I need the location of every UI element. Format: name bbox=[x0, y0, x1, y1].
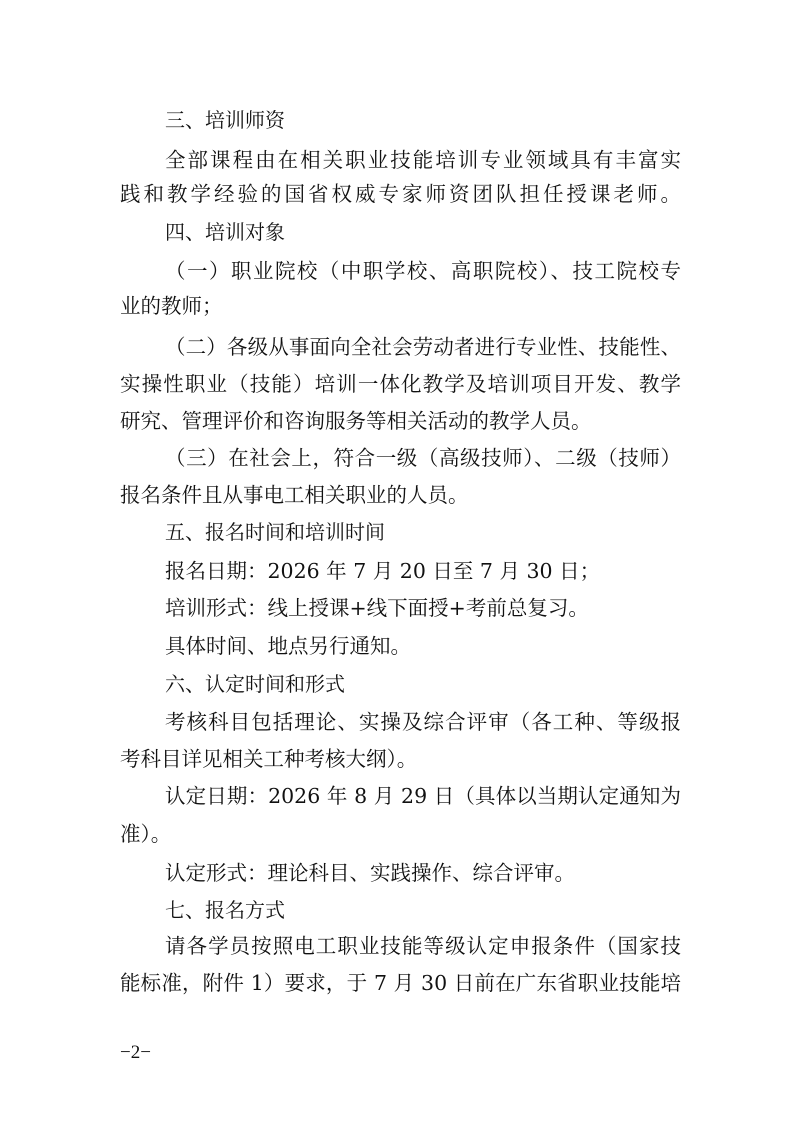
paragraph-line: 准）。 bbox=[120, 822, 172, 846]
paragraph-line: 能标准，附件 1）要求，于 7 月 30 日前在广东省职业技能培 bbox=[120, 971, 681, 995]
paragraph-line: 全部课程由在相关职业技能培训专业领域具有丰富实 bbox=[165, 148, 681, 172]
paragraph-line: 请各学员按照电工职业技能等级认定申报条件（国家技 bbox=[165, 934, 681, 958]
section-heading: 四、培训对象 bbox=[165, 220, 285, 244]
section-heading: 五、报名时间和培训时间 bbox=[165, 520, 385, 544]
paragraph-line: 业的教师； bbox=[120, 294, 223, 318]
paragraph-line: 报名日期：2026 年 7 月 20 日至 7 月 30 日； bbox=[165, 559, 601, 583]
paragraph-line: 考核科目包括理论、实操及综合评审（各工种、等级报 bbox=[165, 710, 681, 734]
page-number: −2− bbox=[120, 1042, 151, 1063]
paragraph-line: 实操性职业（技能）培训一体化教学及培训项目开发、教学 bbox=[120, 372, 681, 396]
paragraph-line: 具体时间、地点另行通知。 bbox=[165, 634, 411, 658]
paragraph-line: （二）各级从事面向全社会劳动者进行专业性、技能性、 bbox=[165, 335, 681, 359]
paragraph-line: （一）职业院校（中职学校、高职院校）、技工院校专 bbox=[165, 259, 681, 283]
paragraph-line: 践和教学经验的国省权威专家师资团队担任授课老师。 bbox=[120, 182, 681, 206]
paragraph-line: 认定形式：理论科目、实践操作、综合评审。 bbox=[165, 861, 575, 885]
section-heading: 三、培训师资 bbox=[165, 108, 285, 132]
paragraph-line: 认定日期：2026 年 8 月 29 日（具体以当期认定通知为 bbox=[165, 784, 681, 808]
paragraph-line: 研究、管理评价和咨询服务等相关活动的教学人员。 bbox=[120, 409, 592, 433]
paragraph-line: 考科目详见相关工种考核大纲）。 bbox=[120, 747, 418, 771]
paragraph-line: 报名条件且从事电工相关职业的人员。 bbox=[120, 483, 469, 507]
section-heading: 六、认定时间和形式 bbox=[165, 672, 345, 696]
section-heading: 七、报名方式 bbox=[165, 898, 285, 922]
paragraph-line: 培训形式：线上授课+线下面授+考前总复习。 bbox=[165, 596, 589, 620]
paragraph-line: （三）在社会上，符合一级（高级技师）、二级（技师） bbox=[165, 446, 681, 470]
